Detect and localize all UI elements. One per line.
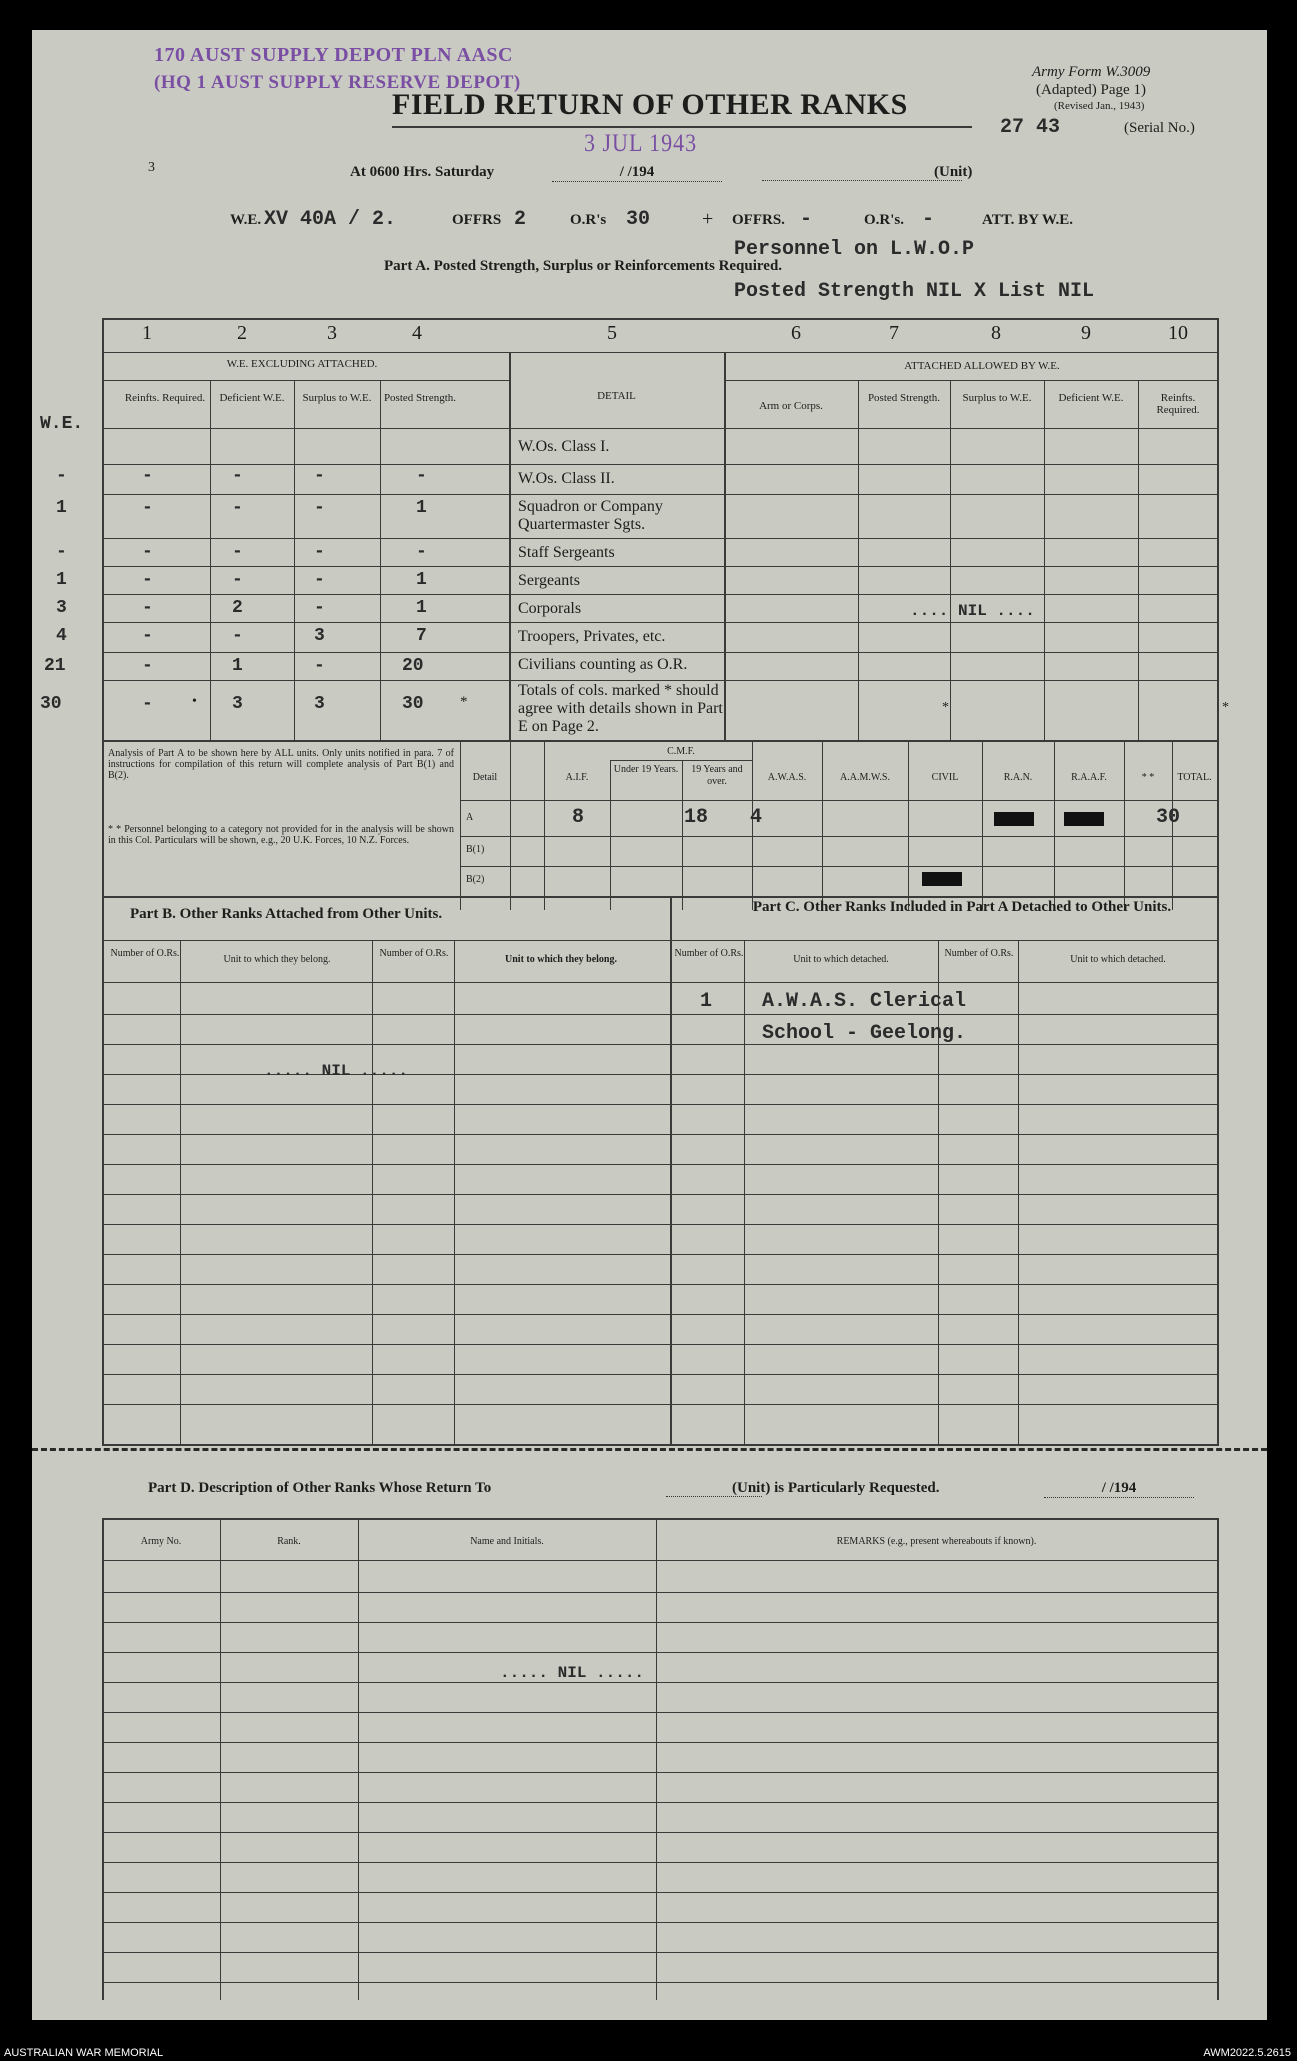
part-d-col-name: Name and Initials. — [470, 1536, 544, 1547]
col-aif: A.I.F. — [565, 772, 589, 783]
redaction-raaf — [1064, 812, 1104, 826]
redaction-civil-b2 — [922, 872, 962, 886]
cell-surplus: - — [314, 498, 325, 518]
part-b-col-num-2: Number of O.Rs. — [379, 948, 449, 959]
cell-surplus: 3 — [314, 626, 325, 646]
detail-staff-sergeants: Staff Sergeants — [518, 544, 615, 561]
col-number-9: 9 — [1081, 322, 1091, 344]
cell-posted: - — [416, 542, 427, 562]
detail-wo-class-2: W.Os. Class II. — [518, 470, 615, 487]
footer-left: AUSTRALIAN WAR MEMORIAL — [4, 2047, 164, 2059]
unit-stamp-line1: 170 AUST SUPPLY DEPOT PLN AASC — [154, 44, 513, 66]
at-time-line: At 0600 Hrs. Saturday — [350, 164, 495, 180]
unit-blank — [762, 180, 962, 181]
analysis-aif-a: 8 — [572, 806, 585, 829]
row-label-b1: B(1) — [466, 844, 485, 855]
star-mark: * — [942, 700, 949, 715]
cell-deficient: - — [232, 498, 243, 518]
col-att-posted-strength: Posted Strength. — [867, 392, 941, 404]
plus-sign: + — [702, 208, 714, 230]
cell-reinfts: - — [142, 498, 153, 518]
serial-label: (Serial No.) — [1124, 120, 1195, 136]
we-value: XV 40A / 2. — [264, 208, 397, 231]
part-c-col-unit-2: Unit to which detached. — [1070, 954, 1166, 965]
col-number-2: 2 — [237, 322, 247, 344]
or2-value: - — [922, 208, 935, 231]
offrs-value: 2 — [514, 208, 527, 231]
cmf-label: C.M.F. — [667, 746, 695, 757]
army-form-number: Army Form W.3009 — [1032, 64, 1151, 80]
col-number-7: 7 — [889, 322, 899, 344]
offrs2-value: - — [800, 208, 813, 231]
serial-number: 27 43 — [1000, 116, 1061, 139]
cell-surplus: - — [314, 542, 325, 562]
col-number-8: 8 — [991, 322, 1001, 344]
detail-label: Detail — [472, 772, 498, 783]
part-b-title: Part B. Other Ranks Attached from Other Units. — [130, 906, 443, 922]
footer-right: AWM2022.5.2615 — [1203, 2047, 1291, 2059]
part-b-col-unit-2: Unit to which they belong. — [505, 954, 617, 965]
detail-corporals: Corporals — [518, 600, 582, 617]
form-adapted: (Adapted) Page 1) — [1036, 82, 1146, 98]
cell-surplus: - — [314, 570, 325, 590]
cell-deficient: - — [232, 626, 243, 646]
part-d-unit-label: (Unit) is Particularly Requested. — [732, 1480, 940, 1496]
redaction-ran — [994, 812, 1034, 826]
cell-reinfts: - — [142, 598, 153, 618]
part-d-col-remarks: REMARKS (e.g., present whereabouts if known). — [836, 1536, 1037, 1547]
or2-label: O.R's. — [864, 212, 905, 228]
analysis-over19-a: 18 — [684, 806, 709, 829]
col-number-3: 3 — [327, 322, 337, 344]
cell-reinfts: - — [142, 656, 153, 676]
star-mark: * — [1222, 700, 1229, 715]
part-b-nil: ..... NIL ..... — [264, 1062, 409, 1080]
margin-value: 30 — [40, 694, 62, 714]
cell-surplus: - — [314, 466, 325, 486]
date-blank: / /194 — [552, 164, 722, 182]
unit-stamp-line2: (HQ 1 AUST SUPPLY RESERVE DEPOT) — [154, 72, 521, 93]
right-group-heading: ATTACHED ALLOWED BY W.E. — [904, 360, 1060, 372]
cell-deficient: 1 — [232, 656, 243, 676]
offrs2-label: OFFRS. — [732, 212, 785, 228]
margin-value: - — [56, 542, 67, 562]
part-d-date-blank: / /194 — [1044, 1480, 1194, 1498]
cell-deficient: 3 — [232, 694, 243, 714]
form-revised: (Revised Jan., 1943) — [1054, 100, 1145, 112]
margin-value: 1 — [56, 498, 67, 518]
col-deficient-we: Deficient W.E. — [219, 392, 285, 404]
col-att-reinfts: Reinfts. Required. — [1156, 392, 1200, 416]
margin-value: - — [56, 466, 67, 486]
we-margin-label: W.E. — [40, 414, 84, 434]
part-a-title: Part A. Posted Strength, Surplus or Reinforcements Required. — [384, 258, 783, 274]
margin-mark: 3 — [148, 160, 155, 175]
detail-sergeants: Sergeants — [518, 572, 580, 589]
col-att-deficient: Deficient W.E. — [1058, 392, 1124, 404]
margin-value: 3 — [56, 598, 67, 618]
row-label-a: A — [466, 812, 474, 823]
part-d-title: Part D. Description of Other Ranks Whose Return To — [148, 1480, 492, 1496]
part-d-col-rank: Rank. — [277, 1536, 301, 1547]
offrs-label: OFFRS — [452, 212, 502, 228]
col-aamws: A.A.M.W.S. — [840, 772, 890, 783]
detail-sqn-coy-qm: Squadron or Company Quartermaster Sgts. — [518, 498, 663, 533]
part-c-entry-number: 1 — [700, 990, 713, 1013]
part-c-title: Part C. Other Ranks Included in Part A Detached to Other Units. — [752, 899, 1172, 915]
cell-deficient: 2 — [232, 598, 243, 618]
left-group-heading: W.E. EXCLUDING ATTACHED. — [226, 358, 378, 370]
part-c-entry-line1: A.W.A.S. Clerical — [762, 990, 967, 1013]
detail-civilians: Civilians counting as O.R. — [518, 656, 688, 673]
margin-value: 21 — [44, 656, 66, 676]
dot-mark: • — [192, 694, 197, 709]
cell-posted: 1 — [416, 570, 427, 590]
col-arm-or-corps: Arm or Corps. — [759, 400, 823, 412]
col-number-1: 1 — [142, 322, 152, 344]
cell-surplus: 3 — [314, 694, 325, 714]
detail-wo-class-1: W.Os. Class I. — [518, 438, 610, 455]
col-number-6: 6 — [791, 322, 801, 344]
col-total: TOTAL. — [1177, 772, 1212, 783]
cell-reinfts: - — [142, 570, 153, 590]
part-c-col-num-2: Number of O.Rs. — [944, 948, 1014, 959]
we-label: W.E. — [230, 212, 262, 228]
star-mark: * — [460, 694, 468, 710]
part-c-col-unit-1: Unit to which detached. — [793, 954, 889, 965]
analysis-note-2: * * Personnel belonging to a category not provided for in the analysis will be shown in this Col. Particulars will be shown, e.g., 20 U.K. Forces, 10 N.Z. Forces. — [108, 824, 454, 846]
col-surplus-to-we: Surplus to W.E. — [302, 392, 372, 404]
cell-posted: 30 — [402, 694, 424, 714]
col-raaf: R.A.A.F. — [1071, 772, 1107, 783]
analysis-awas-a: 4 — [750, 806, 763, 829]
unit-label: (Unit) — [934, 164, 973, 180]
margin-value: 4 — [56, 626, 67, 646]
analysis-note-1: Analysis of Part A to be shown here by ALL units. Only units notified in para. 7 of instructions for compilation of this return will complete analysis of Part B(1) and B(2). — [108, 748, 454, 781]
margin-value: 1 — [56, 570, 67, 590]
form-title: FIELD RETURN OF OTHER RANKS — [392, 88, 908, 121]
form-sheet — [32, 30, 1267, 2020]
part-b-col-unit-1: Unit to which they belong. — [223, 954, 331, 965]
or-label: O.R's — [570, 212, 607, 228]
cell-deficient: - — [232, 542, 243, 562]
detail-troopers: Troopers, Privates, etc. — [518, 628, 666, 645]
perforation-line — [32, 1448, 1267, 1451]
cell-deficient: - — [232, 570, 243, 590]
cell-reinfts: - — [142, 694, 153, 714]
analysis-total-a: 30 — [1156, 806, 1181, 829]
attached-nil: .... NIL .... — [910, 602, 1035, 620]
cell-reinfts: - — [142, 626, 153, 646]
cell-posted: 1 — [416, 498, 427, 518]
col-att-surplus: Surplus to W.E. — [962, 392, 1032, 404]
col-other: * * — [1141, 772, 1155, 783]
part-b-col-num-1: Number of O.Rs. — [110, 948, 180, 959]
cell-reinfts: - — [142, 466, 153, 486]
lwop-line2: Posted Strength NIL X List NIL — [734, 280, 1095, 303]
col-posted-strength: Posted Strength. — [383, 392, 457, 404]
part-d-col-army-no: Army No. — [140, 1536, 182, 1547]
part-c-col-num-1: Number of O.Rs. — [674, 948, 744, 959]
cell-surplus: - — [314, 656, 325, 676]
row-label-b2: B(2) — [466, 874, 485, 885]
col-number-10: 10 — [1168, 322, 1188, 344]
cell-posted: - — [416, 466, 427, 486]
col-reinfts-required: Reinfts. Required. — [124, 392, 206, 404]
att-by-we-label: ATT. BY W.E. — [982, 212, 1074, 228]
part-c-entry-line2: School - Geelong. — [762, 1022, 967, 1045]
cell-deficient: - — [232, 466, 243, 486]
cell-posted: 20 — [402, 656, 424, 676]
detail-totals: Totals of cols. marked * should agree with details shown in Part E on Page 2. — [518, 682, 723, 735]
col-19-and-over: 19 Years and over. — [691, 764, 743, 787]
col-number-4: 4 — [412, 322, 422, 344]
detail-heading: DETAIL — [597, 390, 636, 402]
col-ran: R.A.N. — [1003, 772, 1033, 783]
cell-surplus: - — [314, 598, 325, 618]
lwop-line1: Personnel on L.W.O.P — [734, 238, 975, 261]
or-value: 30 — [626, 208, 651, 231]
col-civil: CIVIL — [931, 772, 959, 783]
col-number-5: 5 — [607, 322, 617, 344]
date-stamp: 3 JUL 1943 — [584, 128, 698, 157]
part-d-nil: ..... NIL ..... — [500, 1664, 645, 1682]
col-under-19: Under 19 Years. — [613, 764, 679, 775]
cell-posted: 1 — [416, 598, 427, 618]
cell-posted: 7 — [416, 626, 427, 646]
cell-reinfts: - — [142, 542, 153, 562]
col-awas: A.W.A.S. — [767, 772, 807, 783]
